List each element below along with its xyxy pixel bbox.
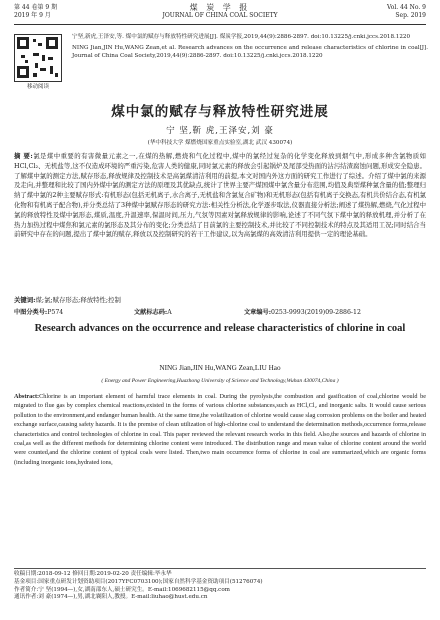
citation-block [72, 33, 428, 63]
authors-cn: 宁 坚,靳 虎,王泽安,刘 豪 [166, 126, 274, 136]
keywords-cn-label: 关键词: [14, 296, 36, 304]
keywords-cn [14, 295, 426, 304]
affiliation-en: ( Energy and Power Engineering,Huazhong University of Science and Technology,Wuhan 430074,China ) [101, 378, 339, 384]
journal-title [14, 4, 426, 20]
abstract-cn-label: 摘 要: [14, 152, 33, 160]
affiliation-cn: (华中科技大学 煤燃烧国家重点实验室,湖北 武汉 430074) [147, 140, 293, 146]
volume-issue-cn: 第 44 卷第 9 期 2019 年 9 月 [14, 4, 58, 19]
journal-header [14, 4, 426, 25]
classification-line [14, 307, 426, 317]
footnote-author-bio: 作者简介:宁 坚(1994—),女,湖南邵东人,硕士研究生。E-mail:1069682115@qq.com [14, 586, 230, 593]
footnote-funding: 基金项目:国家重点研发计划资助项目(2017YFC0703100);国家自然科学基金资助项目(51276074) [14, 578, 263, 585]
footnotes [14, 568, 426, 602]
doc-code-value: A [167, 309, 172, 316]
abstract-en-label: Abstract: [14, 393, 40, 400]
title-en: Research advances on the occurrence and release characteristics of chlorine in coal [34, 323, 406, 334]
footnote-corresponding: 通讯作者:刘 豪(1974—),男,湖北襄阳人,教授。E-mail:liuhao@hust.edu.cn [14, 594, 208, 601]
citation-en: NING Jian,JIN Hu,WANG Zean,et al. Research advances on the occurrence and release characteristics of chlorine in coal[J]. Journal of China Coal Society,2019,44(9):2886-2897. doi:10.13225/j.cnki.jccs.2018.1220 [72, 44, 428, 60]
footnote-received: 收稿日期:2018-09-12 修回日期:2019-02-20 责任编辑:毕永华 [14, 571, 172, 577]
journal-title-en: JOURNAL OF CHINA COAL SOCIETY [162, 12, 278, 19]
abstract-cn [14, 152, 426, 240]
authors-en: NING Jian,JIN Hu,WANG Zean,LIU Hao [159, 364, 281, 372]
qr-code[interactable] [14, 34, 62, 82]
title-cn: 煤中氯的赋存与释放特性研究进展 [111, 104, 329, 120]
clc-label: 中图分类号: [14, 309, 48, 316]
volume-issue-en: Vol. 44 No. 9 Sep. 2019 [386, 4, 426, 19]
clc-value: P574 [47, 309, 64, 316]
citation-cn: 宁坚,新虎,王泽安,等. 煤中氯的赋存与释放特性研究进展[J]. 煤炭学报,2019,44(9):2886-2897. doi:10.13225/j.cnki.jccs.2018.1220 [72, 34, 411, 40]
journal-title-cn: 煤 炭 学 报 [189, 3, 251, 12]
abstract-en [14, 392, 426, 467]
abstract-en-text: Chlorine is an important element of harmful trace elements in coal. During the pyrolysis,the combustion and gasification of coal,chlorine would be migrated to flue gas by complex chemical reactions,existed in the forms of various chlorine substances,such as HCl,Cl₂ and inorganic salts. It would cause serious pollution to the environment,and endanger human health. At the same time,the volatilization of chlorine would cause slag corrosion problems on the boiler and heated exchange surface,causing safety hazards. It is the premise of clean utilization of high-chlorine coal to understand the determination methods,occurrence forms,release characteristics and control technologies of chlorine in coal. This paper reviewed the relevant research works in this field. Also,the sources and hazards of chlorine in coal,as well as the different methods for determining chlorine content were introduced. The distribution range and mean value of chlorine content around the world were counted,and the chlorine content of typical coals were listed. Then,two main occurrence forms of chlorine in coal are summarized,which are organic forms (including inorganic ions,hydrated ions, [14, 393, 426, 466]
article-no-value: 0253-9993(2019)09-2886-12 [271, 309, 361, 316]
qr-caption: 移动阅读 [26, 84, 49, 90]
abstract-cn-text: 氯是煤中重要的有害微量元素之一,在煤的热解,燃烧和气化过程中,煤中的氯经过复杂的化学变化释放到烟气中,形成多种含氯物质如 HCl,Cl₂、无机盐等,这不仅造成环境的严重污染,危害人类的健康,同时氯元素的释放会引起锅炉及尾部受热面的沾污结渣腐蚀问题,形成安全隐患。了解煤中氯的测定方法,赋存形态,释放规律及控制技术是高氯煤清洁利用的前提,本文对国内外这方面的研究工作进行了综述。介绍了煤中氯的来源及走向,并整理和比较了国内外煤中氯的测定方法的原理及其优缺点,统计了世界主要产煤国煤中氯含量分布范围,均值及典型煤种氯含量的值;整理归纳了煤中氯的2种主要赋存形式:有机形态(包括无机离子,水合离子,无机盐和含氯复合矿物)和无机形态(包括有机离子交换态,有机共价结合态,有机氯化物和有机离子配合物),并分类总结了3种煤中氯赋存形态的研究方法:相关性分析法,化学逐步取法,仪器直接分析法;阐述了煤热解,燃烧,气化过程中氯的释放特性及煤中氯形态,煤质,温度,升温速率,保温时间,压力,气氛等因素对氯释放规律的影响,论述了不同气氛下煤中氯的释放机理,并分析了在热力加热过程中煤焦和氯元素的氯形态及其分布的变化;分类总结了目前氯的主要控制技术,并比较了不同控制技术的特点及其适用工况;同时结合当前研究中存在的问题,提出了煤中氯的赋存,释放以及控制研究的若干工作建议,以为高氯煤的高效清洁利用提供一定的理论基础。 [14, 152, 426, 239]
article-no-label: 文章编号: [244, 309, 272, 316]
doc-code-label: 文献标志码: [134, 309, 168, 316]
keywords-cn-text: 煤;氯;赋存形态;释放特性;控制 [35, 296, 121, 304]
